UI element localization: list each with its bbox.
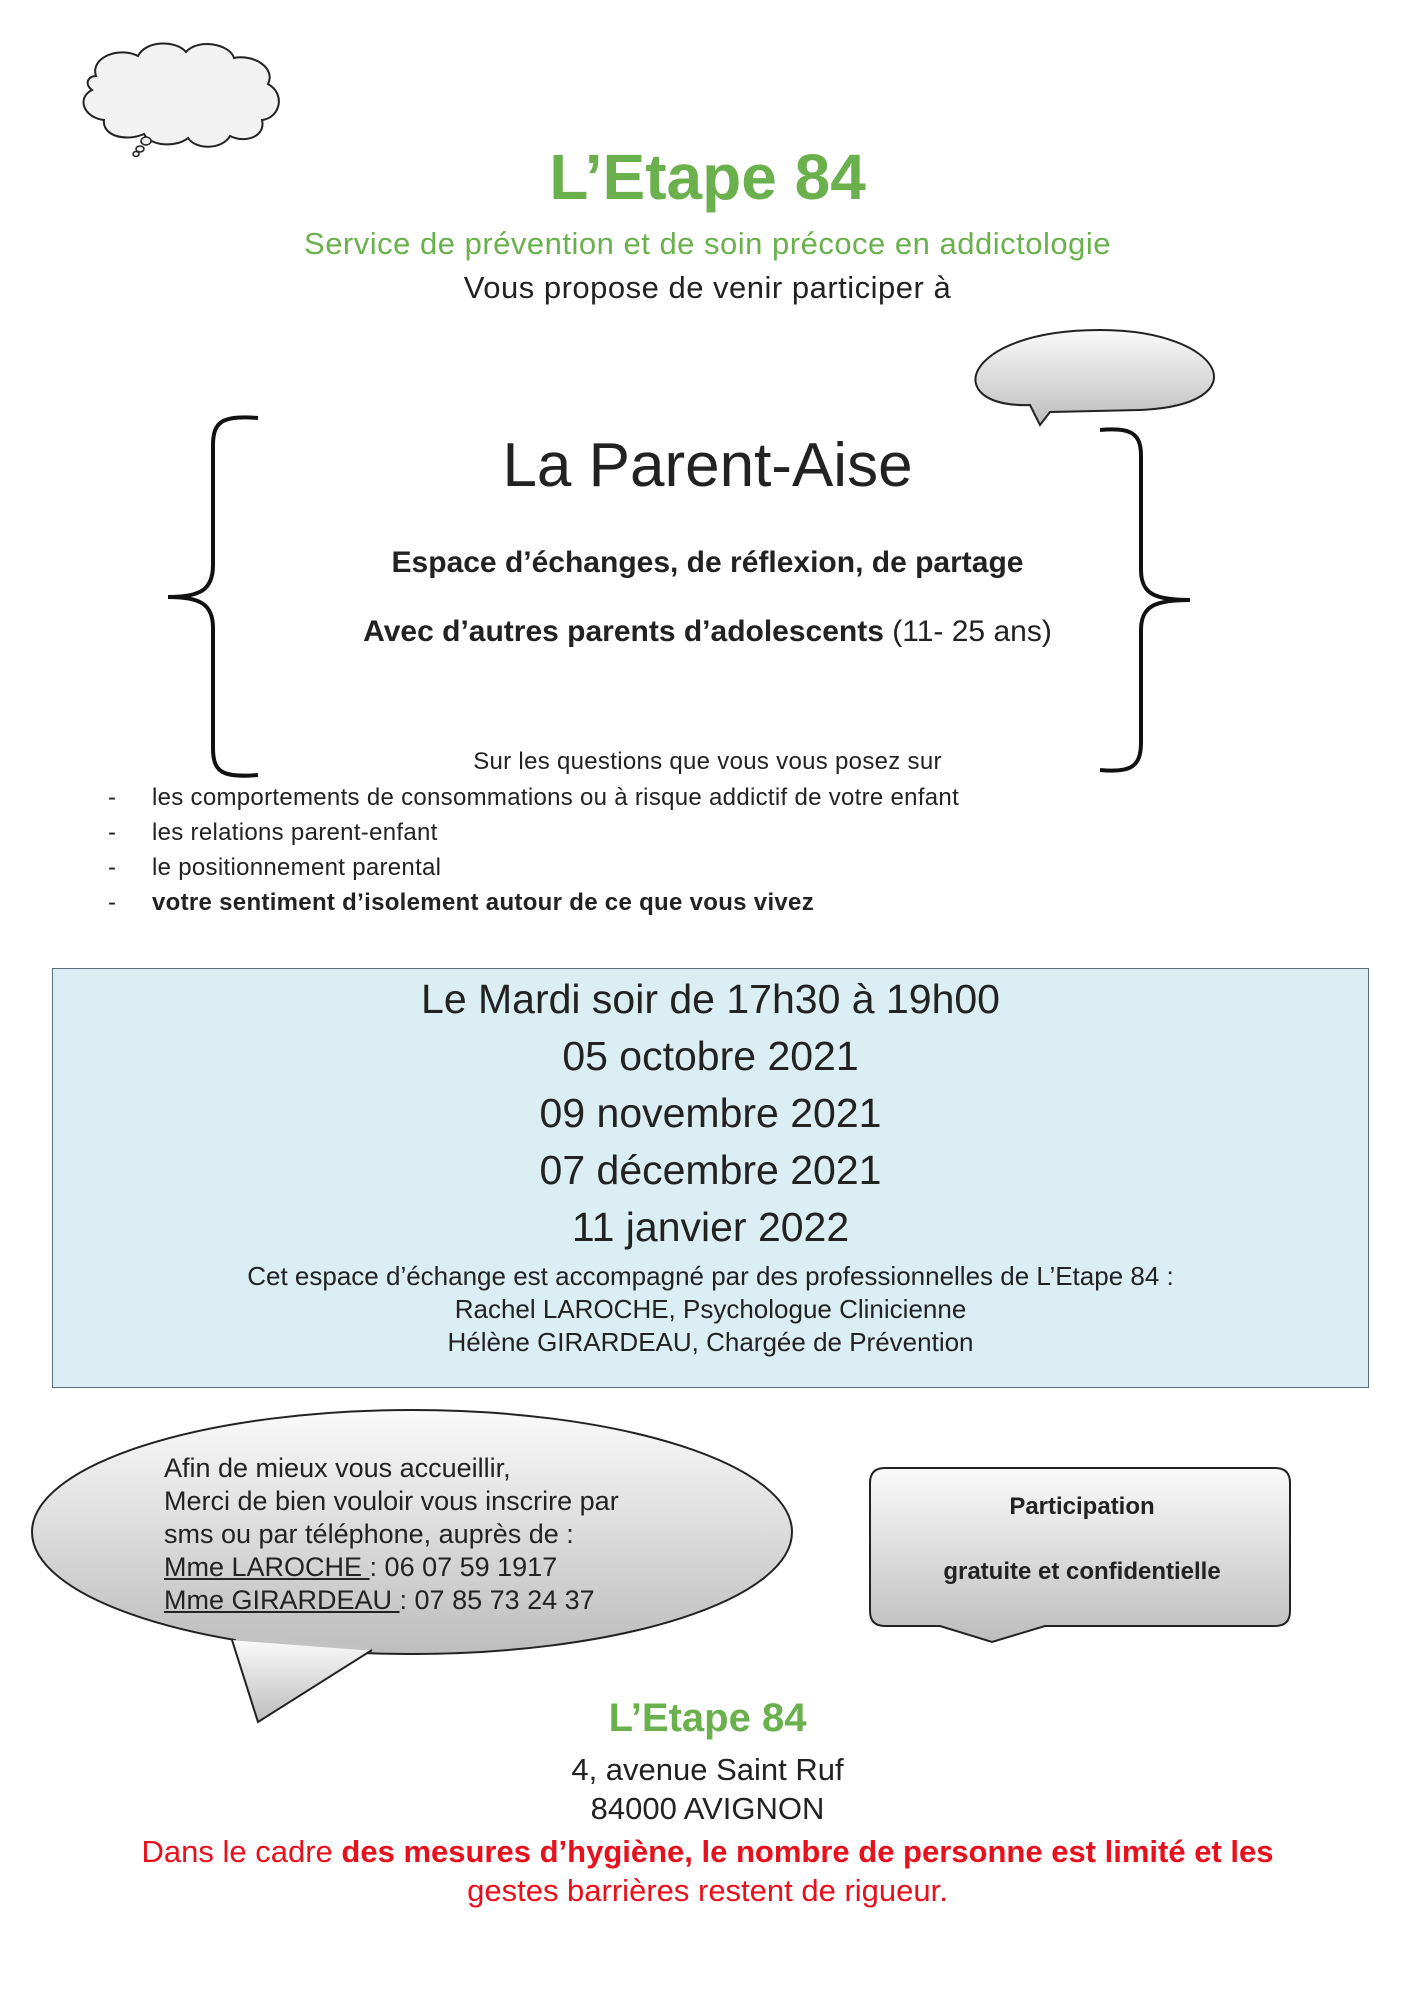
list-item: - le positionnement parental (108, 854, 442, 881)
address-street: 4, avenue Saint Ruf (571, 1752, 844, 1787)
list-item: - votre sentiment d’isolement autour de ce que vous vivez (108, 889, 815, 916)
topics-list (108, 780, 1208, 920)
audience-age: (11- 25 ans) (892, 615, 1052, 648)
page-title: L’Etape 84 (549, 141, 866, 213)
intro-line: Vous propose de venir participer à (463, 270, 952, 305)
list-item: - les comportements de consommations ou à risque addictif de votre enfant (108, 784, 960, 811)
participation-text: Participation gratuite et confidentielle (943, 1493, 1221, 1585)
accompanied-text: Cet espace d’échange est accompagné par des professionnelles de L’Etape 84 : (247, 1261, 1174, 1291)
schedule-box (52, 968, 1369, 1388)
list-item: - les relations parent-enfant (108, 819, 438, 846)
schedule-date: 09 novembre 2021 (539, 1090, 882, 1136)
staff-member: Rachel LAROCHE, Psychologue Clinicienne (454, 1294, 967, 1324)
schedule-date: 07 décembre 2021 (539, 1147, 882, 1193)
phone-girardeau[interactable]: : 07 85 73 24 37 (399, 1585, 595, 1615)
audience-line (0, 615, 1415, 649)
phone-laroche[interactable]: : 06 07 59 1917 (369, 1552, 558, 1582)
speech-bubble-icon (975, 330, 1214, 425)
event-name: La Parent-Aise (502, 431, 913, 500)
event-tagline: Espace d’échanges, de réflexion, de partage (391, 546, 1024, 579)
hygiene-notice: Dans le cadre des mesures d’hygiène, le nombre de personne est limité et les gestes barrières restent de rigueur. (141, 1834, 1274, 1908)
contact-girardeau: Mme GIRARDEAU : 07 85 73 24 37 (164, 1585, 595, 1615)
contact-laroche: Mme LAROCHE : 06 07 59 1917 (164, 1552, 558, 1582)
schedule-date: 11 janvier 2022 (571, 1204, 850, 1250)
footer-title: L’Etape 84 (608, 1696, 807, 1740)
contact-text: Afin de mieux vous accueillir, Merci de bien vouloir vous inscrire par sms ou par téléphone, auprès de : Mme LAROCHE : 06 07 59 1917 Mme GIRARDEAU : 07 85 73 24 37 (164, 1452, 674, 1617)
staff-member: Hélène GIRARDEAU, Chargée de Prévention (447, 1327, 974, 1357)
audience-bold: Avec d’autres parents d’adolescents (363, 615, 884, 648)
address-city: 84000 AVIGNON (590, 1791, 825, 1826)
schedule-time: Le Mardi soir de 17h30 à 19h00 (421, 976, 1000, 1022)
schedule-date: 05 octobre 2021 (562, 1033, 859, 1079)
questions-intro: Sur les questions que vous vous posez sur (473, 748, 942, 775)
subtitle: Service de prévention et de soin précoce en addictologie (304, 226, 1111, 261)
